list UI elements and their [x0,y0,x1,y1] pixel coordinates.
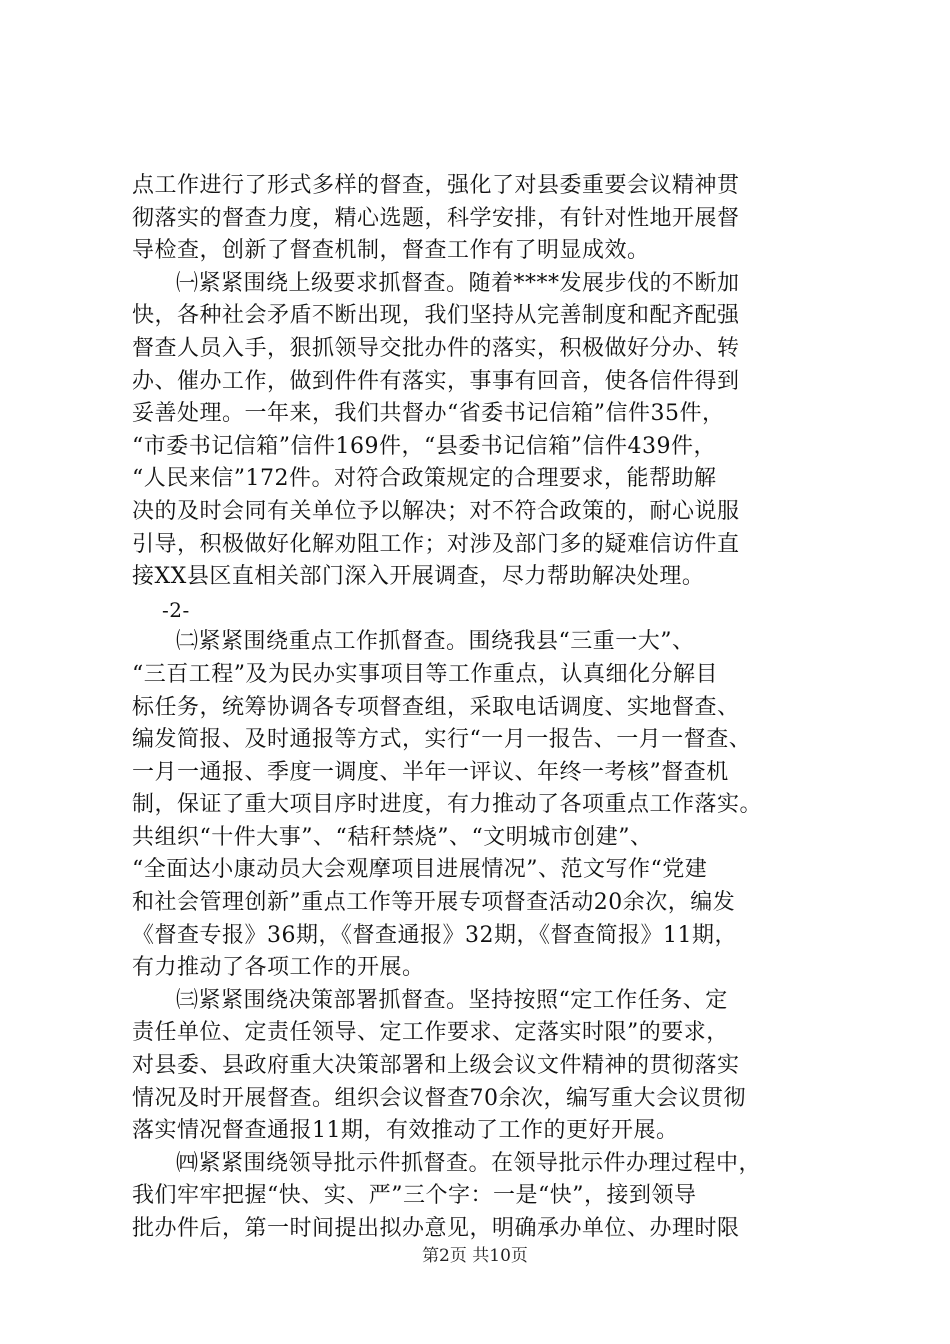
text-line: 有力推动了各项工作的开展。 [132,955,425,981]
text-line: 标任务，统筹协调各专项督查组，采取电话调度、实地督查、 [132,694,740,720]
text-line: “人民来信”172件。对符合政策规定的合理要求，能帮助解 [132,466,717,492]
text-line: 共组织“十件大事”、“秸秆禁烧”、“文明城市创建”、 [132,824,653,850]
text-line: 落实情况督查通报11期，有效推动了工作的更好开展。 [132,1118,679,1144]
text-line: 决的及时会同有关单位予以解决；对不符合政策的，耐心说服 [132,498,740,524]
text-line: 和社会管理创新”重点工作等开展专项督查活动20余次，编发 [132,890,736,916]
paragraph-1-start: ㈠紧紧围绕上级要求抓督查。随着****发展步伐的不断加 [176,270,740,296]
body-text [132,170,832,1246]
text-line: 快，各种社会矛盾不断出现，我们坚持从完善制度和配齐配强 [132,303,740,329]
text-line: 一月一通报、季度一调度、半年一评议、年终一考核”督查机 [132,759,729,785]
text-line: 对县委、县政府重大决策部署和上级会议文件精神的贯彻落实 [132,1053,740,1079]
inline-page-number: -2- [162,597,190,622]
text-line: 点工作进行了形式多样的督查，强化了对县委重要会议精神贯 [132,173,740,198]
text-line: 妥善处理。一年来，我们共督办“省委书记信箱”信件35件， [132,401,725,427]
paragraph-4-start: ㈣紧紧围绕领导批示件抓督查。在领导批示件办理过程中， [176,1150,762,1176]
paragraph-2-start: ㈡紧紧围绕重点工作抓督查。围绕我县“三重一大”、 [176,629,695,655]
text-line: 接XX县区直相关部门深入开展调查，尽力帮助解决处理。 [132,564,705,590]
text-line: 我们牢牢把握“快、实、严”三个字：一是“快”，接到领导 [132,1183,697,1209]
text-line: “市委书记信箱”信件169件，“县委书记信箱”信件439件， [132,433,716,459]
text-line: 办、催办工作，做到件件有落实，事事有回音，使各信件得到 [132,368,740,394]
text-line: 责任单位、定责任领导、定工作要求、定落实时限”的要求， [132,1020,729,1046]
text-line: 督查人员入手，狠抓领导交批办件的落实，积极做好分办、转 [132,335,740,361]
page-footer: 第2页 共10页 [422,1246,528,1266]
text-line: 批办件后，第一时间提出拟办意见，明确承办单位、办理时限 [132,1216,740,1241]
text-line: 编发简报、及时通报等方式，实行“一月一报告、一月一督查、 [132,727,752,753]
text-line: 彻落实的督查力度，精心选题，科学安排，有针对性地开展督 [132,205,740,231]
text-line: 《督查专报》36期，《督查通报》32期，《督查简报》11期， [132,922,737,948]
text-line: 制，保证了重大项目序时进度，有力推动了各项重点工作落实。 [132,792,763,818]
text-line: 导检查，创新了督查机制，督查工作有了明显成效。 [132,238,650,264]
text-line: “全面达小康动员大会观摩项目进展情况”、范文写作“党建 [132,857,708,883]
text-line: “三百工程”及为民办实事项目等工作重点，认真细化分解目 [132,661,718,687]
paragraph-3-start: ㈢紧紧围绕决策部署抓督查。坚持按照“定工作任务、定 [176,987,728,1013]
text-line: 引导，积极做好化解劝阻工作；对涉及部门多的疑难信访件直 [132,531,740,557]
text-line: 情况及时开展督查。组织会议督查70余次，编写重大会议贯彻 [132,1085,746,1111]
